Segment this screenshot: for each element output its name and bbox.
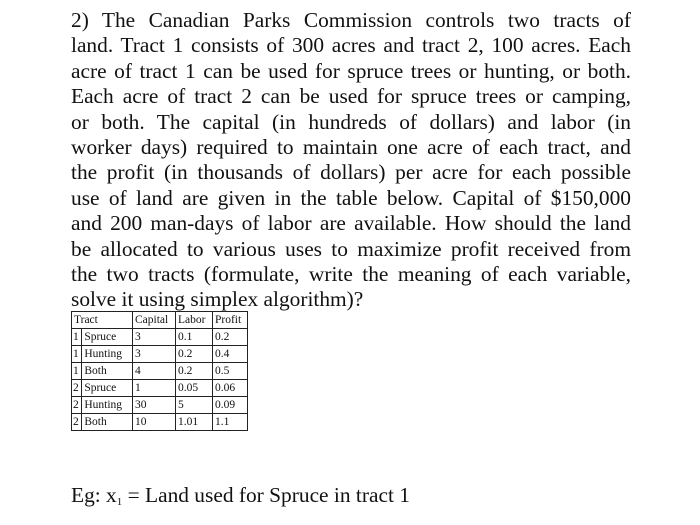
problem-line: Each acre of tract 2 can be used for spruce trees or camping, (71, 84, 631, 109)
header-profit: Profit (213, 312, 248, 329)
cell-capital: 4 (133, 363, 176, 380)
problem-line: use of land are given in the table below. Capital of $150,000 (71, 185, 631, 210)
problem-line: and 200 man-days of labor are available. How should the land (71, 211, 631, 236)
problem-line: acre of tract 1 can be used for spruce trees or hunting, or both. (71, 58, 631, 83)
cell-use: Both (82, 363, 133, 380)
header-capital: Capital (133, 312, 176, 329)
cell-capital: 30 (133, 397, 176, 414)
problem-line: worker days) required to maintain one acre of each tract, and (71, 135, 631, 160)
cell-tract: 2 (72, 414, 82, 431)
cell-profit: 0.06 (213, 380, 248, 397)
cell-labor: 0.05 (176, 380, 213, 397)
header-tract: Tract (72, 312, 133, 329)
cell-labor: 0.2 (176, 346, 213, 363)
cell-use: Both (82, 414, 133, 431)
table-row (72, 397, 248, 414)
table-row (72, 346, 248, 363)
cell-labor: 1.01 (176, 414, 213, 431)
problem-line: land. Tract 1 consists of 300 acres and tract 2, 100 acres. Each (71, 33, 631, 58)
cell-labor: 5 (176, 397, 213, 414)
problem-line: the two tracts (formulate, write the meaning of each variable, (71, 262, 631, 287)
problem-line: the profit (in thousands of dollars) per acre for each possible (71, 160, 631, 185)
table-header-row (72, 312, 248, 329)
cell-tract: 1 (72, 329, 82, 346)
example-suffix: = Land used for Spruce in tract 1 (122, 483, 410, 507)
cell-tract: 1 (72, 346, 82, 363)
cell-use: Hunting (82, 346, 133, 363)
cell-tract: 2 (72, 397, 82, 414)
cell-capital: 3 (133, 329, 176, 346)
cell-profit: 0.4 (213, 346, 248, 363)
problem-line: solve it using simplex algorithm)? (71, 287, 364, 312)
cell-tract: 1 (72, 363, 82, 380)
cell-labor: 0.1 (176, 329, 213, 346)
problem-line: be allocated to various uses to maximize profit received from (71, 236, 631, 261)
cell-capital: 3 (133, 346, 176, 363)
land-use-table-wrapper (71, 311, 248, 431)
example-subscript: 1 (116, 496, 123, 508)
cell-use: Hunting (82, 397, 133, 414)
table-row (72, 380, 248, 397)
problem-statement (71, 8, 631, 313)
cell-profit: 0.09 (213, 397, 248, 414)
table-row (72, 414, 248, 431)
table-row (72, 329, 248, 346)
header-labor: Labor (176, 312, 213, 329)
cell-profit: 0.2 (213, 329, 248, 346)
cell-capital: 1 (133, 380, 176, 397)
cell-tract: 2 (72, 380, 82, 397)
cell-use: Spruce (82, 380, 133, 397)
example-prefix: Eg: x (71, 483, 117, 507)
problem-line: or both. The capital (in hundreds of dollars) and labor (in (71, 109, 631, 134)
problem-line: 2) The Canadian Parks Commission controls two tracts of (71, 8, 631, 32)
table-row (72, 363, 248, 380)
cell-profit: 0.5 (213, 363, 248, 380)
cell-labor: 0.2 (176, 363, 213, 380)
land-use-table (71, 311, 248, 431)
cell-profit: 1.1 (213, 414, 248, 431)
cell-capital: 10 (133, 414, 176, 431)
cell-use: Spruce (82, 329, 133, 346)
example-variable-definition (71, 483, 410, 515)
